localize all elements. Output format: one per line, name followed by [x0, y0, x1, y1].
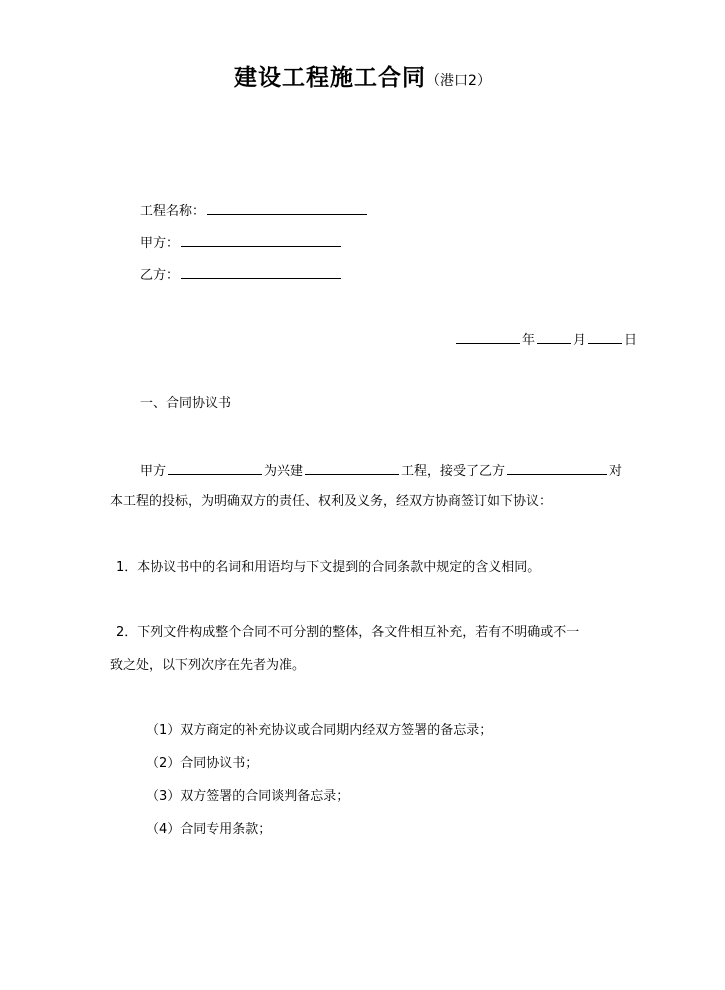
year-blank[interactable] — [456, 331, 520, 344]
list-item: （3）双方签署的合同谈判备忘录； — [146, 789, 350, 804]
party-a-blank[interactable] — [181, 234, 341, 247]
project-name-blank[interactable] — [207, 202, 367, 215]
party-b-blank[interactable] — [181, 266, 341, 279]
party-b-label: 乙方： — [140, 268, 180, 283]
list-item: （2）合同协议书； — [146, 756, 259, 771]
intro-for-build: 为兴建 — [264, 464, 304, 479]
intro-line-2: 本工程的投标，为明确双方的责任、权利及义务，经双方协商签订如下协议： — [110, 494, 553, 509]
section-heading: 一、合同协议书 — [140, 396, 232, 411]
clause-2-line-1: 2．下列文件构成整个合同不可分割的整体，各文件相互补充，若有不明确或不一 — [116, 625, 580, 640]
day-blank[interactable] — [588, 331, 622, 344]
month-label: 月 — [572, 333, 586, 348]
title-main: 建设工程施工合同 — [234, 64, 427, 91]
title-subtitle: （港口2） — [426, 73, 491, 89]
year-label: 年 — [521, 333, 535, 348]
intro-party-b-blank[interactable] — [507, 462, 607, 475]
day-label: 日 — [623, 333, 637, 348]
intro-line-1 — [140, 462, 622, 478]
party-a-row — [140, 234, 343, 250]
date-line — [454, 331, 637, 347]
clause-2-line-2: 致之处，以下列次序在先者为准。 — [110, 658, 306, 673]
project-name-row — [140, 202, 369, 218]
party-a-label: 甲方： — [140, 236, 180, 251]
intro-project: 工程，接受了乙方 — [401, 464, 506, 479]
party-b-row — [140, 266, 343, 282]
project-name-label: 工程名称： — [140, 204, 206, 219]
intro-project-blank[interactable] — [305, 462, 399, 475]
document-title — [0, 66, 725, 89]
list-item: （1）双方商定的补充协议或合同期内经双方签署的备忘录； — [146, 723, 493, 738]
clause-1: 1．本协议书中的名词和用语均与下文提到的合同条款中规定的含义相同。 — [116, 560, 541, 575]
intro-party-a-blank[interactable] — [168, 462, 262, 475]
intro-party-a: 甲方 — [140, 464, 167, 479]
list-item: （4）合同专用条款； — [146, 822, 272, 837]
intro-to: 对 — [609, 464, 623, 479]
month-blank[interactable] — [537, 331, 571, 344]
